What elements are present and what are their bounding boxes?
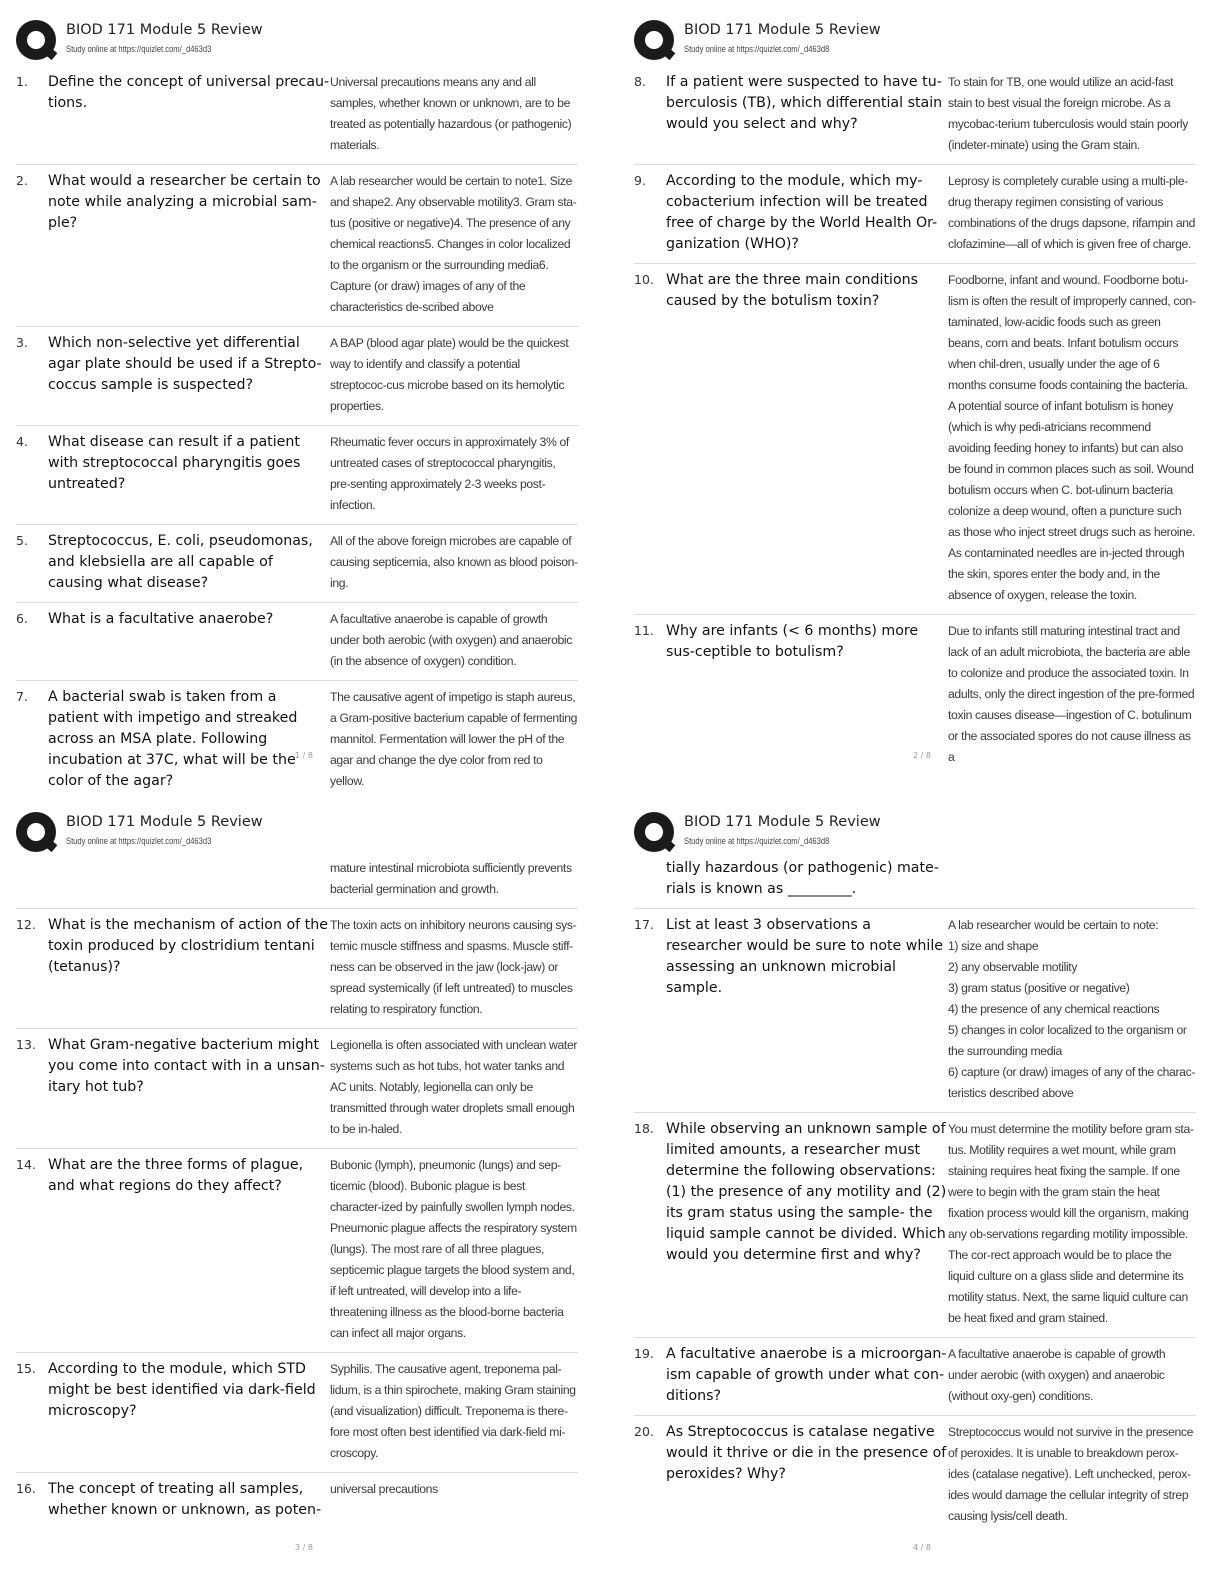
card-definition: You must determine the motility before gram sta-tus. Motility requires a wet mount, while gram staining requires heat fixing the sample. If one were to begin with the gram stain the heat fixation process would kill the organism, making any ob-servations regarding motility impossible. The cor-rect approach would be to place the liquid culture on a glass slide and determine its motility status. Next, the same liquid culture can be heat fixed and gram stained. [948, 1122, 1194, 1325]
card-term: A facultative anaerobe is a microorgan-ism capable of growth under what con-ditions? [666, 1346, 947, 1404]
flashcard-row [16, 681, 578, 788]
flashcard-list [634, 66, 1196, 776]
card-term: Streptococcus, E. coli, pseudomonas, and klebsiella are all capable of causing what disease? [48, 533, 313, 591]
page-header [634, 808, 1194, 854]
flashcard-row [16, 1473, 578, 1529]
page-4 [628, 804, 1216, 1580]
card-term: What Gram-negative bacterium might you come into contact with in a unsan-itary hot tub? [48, 1037, 325, 1095]
card-number: 9. [634, 173, 646, 188]
card-term: What is a facultative anaerobe? [48, 611, 274, 627]
card-term: As Streptococcus is catalase negative would it thrive or die in the presence of peroxides? Why? [666, 1424, 947, 1482]
card-term: Define the concept of universal precau-tions. [48, 74, 330, 111]
card-definition: A BAP (blood agar plate) would be the quickest way to identify and classify a potential streptococ-cus microbe based on its hemolytic properties. [330, 336, 569, 413]
flashcard-row [16, 1353, 578, 1473]
card-term: A bacterial swab is taken from a patient with impetigo and streaked across an MSA plate. Following incubation at 37C, what will be the color of the agar? [48, 689, 298, 788]
card-number: 5. [16, 533, 28, 548]
study-online-link[interactable]: Study online at https://quizlet.com/_d463d8 [684, 44, 830, 55]
flashcard-row [16, 426, 578, 525]
card-definition: The toxin acts on inhibitory neurons causing sys-temic muscle stiffness and spasms. Muscle stiff-ness can be observed in the jaw (lock-jaw) or spread systemically (if left untreated) to muscles relating to respiratory function. [330, 918, 577, 1016]
set-title: BIOD 171 Module 5 Review [684, 814, 881, 830]
page-number: 3 / 8 [295, 1543, 313, 1552]
page-1 [10, 12, 598, 788]
flashcard-row [634, 1338, 1196, 1416]
card-number: 1. [16, 74, 28, 89]
card-number: 14. [16, 1157, 36, 1172]
card-number: 12. [16, 917, 36, 932]
card-number [16, 858, 48, 900]
card-term: While observing an unknown sample of limited amounts, a researcher must determine the following observations: (1) the presence of any motility and (2) its gram status using the sample- the liquid sample cannot be divided. Which would you determine first and why? [666, 1121, 947, 1263]
page-header [16, 16, 576, 62]
card-number: 15. [16, 1361, 36, 1376]
page-2 [628, 12, 1216, 788]
card-term: According to the module, which STD might be best identified via dark-field microscopy? [48, 1361, 316, 1419]
flashcard-row [16, 327, 578, 426]
card-definition: A lab researcher would be certain to note: 1) size and shape 2) any observable motility 3) gram status (positive or negative) 4) the presence of any chemical reactions 5) changes in color localized to the organism or the surrounding media 6) capture (or draw) images of any of the charac-teristics described above [948, 918, 1196, 1100]
card-definition: universal precautions [330, 1482, 438, 1496]
flashcard-row [16, 66, 578, 165]
card-definition: Leprosy is completely curable using a multi-ple-drug therapy regimen consisting of various combinations of the drugs dapsone, rifampin and clofazimine—all of which is given free of charge. [948, 174, 1196, 251]
flashcard-row [634, 1416, 1196, 1535]
flashcard-row [16, 603, 578, 681]
card-definition: A lab researcher would be certain to note1. Size and shape2. Any observable motility3. Gram sta-tus (positive or negative)4. The presence of any chemical reactions5. Changes in color localized to the organism or the surrounding media6. Capture (or draw) images of any of the characteristics de-scribed above [330, 174, 577, 314]
card-number [634, 858, 666, 900]
flashcard-row [16, 1149, 578, 1353]
card-number: 2. [16, 173, 28, 188]
flashcard-row [634, 264, 1196, 615]
flashcard-row [634, 852, 1196, 909]
card-term: What would a researcher be certain to note while analyzing a microbial sam-ple? [48, 173, 321, 231]
page-number: 1 / 8 [295, 751, 313, 760]
card-term: What are the three forms of plague, and what regions do they affect? [48, 1157, 304, 1194]
set-title: BIOD 171 Module 5 Review [66, 814, 263, 830]
study-online-link[interactable]: Study online at https://quizlet.com/_d463d3 [66, 44, 212, 55]
flashcard-row [634, 1113, 1196, 1338]
card-definition: Rheumatic fever occurs in approximately 3% of untreated cases of streptococcal pharyngitis, pre-senting approximately 2-3 weeks post-infection. [330, 435, 569, 512]
page-header [16, 808, 576, 854]
card-definition: Syphilis. The causative agent, treponema pal-lidum, is a thin spirochete, making Gram staining (and visualization) difficult. Treponema is there-fore most often best identified via dark-field mi-croscopy. [330, 1362, 576, 1460]
card-definition: All of the above foreign microbes are capable of causing septicemia, also known as blood poison-ing. [330, 534, 578, 590]
quizlet-logo-icon [16, 812, 56, 852]
page-number: 4 / 8 [913, 1543, 931, 1552]
card-term [48, 858, 330, 900]
card-number: 10. [634, 272, 654, 287]
card-definition: Universal precautions means any and all samples, whether known or unknown, are to be treated as potentially hazardous (or pathogenic) materials. [330, 75, 572, 152]
flashcard-row [16, 852, 578, 909]
flashcard-row [634, 66, 1196, 165]
card-definition: Legionella is often associated with unclean water systems such as hot tubs, hot water tanks and AC units. Notably, legionella can only be transmitted through water droplets small enough to be in-haled. [330, 1038, 578, 1136]
card-number: 4. [16, 434, 28, 449]
page-header [634, 16, 1194, 62]
card-term: According to the module, which my-cobacterium infection will be treated free of charge by the World Health Or-ganization (WHO)? [666, 173, 938, 252]
card-number: 11. [634, 623, 654, 638]
card-definition: Bubonic (lymph), pneumonic (lungs) and sep-ticemic (blood). Bubonic plague is best character-ized by painfully swollen lymph nodes. Pneumonic plague affects the respiratory system (lungs). The most rare of all three plagues, septicemic plague targets the blood system and, if left untreated, will develop into a life-threatening illness as the blood-borne bacteria can infect all major organs. [330, 1158, 577, 1340]
card-number: 16. [16, 1481, 36, 1496]
page-number: 2 / 8 [913, 751, 931, 760]
card-number: 17. [634, 917, 654, 932]
card-term: tially hazardous (or pathogenic) mate-rials is known as _________. [666, 860, 939, 897]
flashcard-row [634, 909, 1196, 1113]
card-term: List at least 3 observations a researcher would be sure to note while assessing an unknown microbial sample. [666, 917, 944, 996]
flashcard-row [16, 909, 578, 1029]
card-definition: Foodborne, infant and wound. Foodborne botu-lism is often the result of improperly canned, con-taminated, low-acidic foods such as green beans, corn and beats. Infant botulism occurs when chil-dren, usually under the age of 6 months consume foods containing the bacteria. A potential source of infant botulism is honey (which is why pedi-atricians recommend avoiding feeding honey to infants) but can also be found in common places such as soil. Wound botulism occurs when C. bot-ulinum bacteria colonize a deep wound, often a puncture such as those who inject street drugs such as heroine. As contaminated needles are in-jected through the skin, spores enter the body and, in the absence of oxygen, release the toxin. [948, 273, 1196, 602]
card-term: If a patient were suspected to have tu-berculosis (TB), which differential stain would you select and why? [666, 74, 943, 132]
quizlet-logo-icon [16, 20, 56, 60]
study-online-link[interactable]: Study online at https://quizlet.com/_d463d8 [684, 836, 830, 847]
card-number: 7. [16, 689, 28, 704]
card-term: Why are infants (< 6 months) more sus-ceptible to botulism? [666, 623, 919, 660]
card-term: What are the three main conditions caused by the botulism toxin? [666, 272, 919, 309]
study-online-link[interactable]: Study online at https://quizlet.com/_d463d3 [66, 836, 212, 847]
flashcard-row [634, 165, 1196, 264]
card-definition: A facultative anaerobe is capable of growth under aerobic (with oxygen) and anaerobic (without oxy-gen) conditions. [948, 1347, 1166, 1403]
flashcard-row [16, 1029, 578, 1149]
quizlet-logo-icon [634, 20, 674, 60]
quizlet-logo-icon [634, 812, 674, 852]
card-definition: A facultative anaerobe is capable of growth under both aerobic (with oxygen) and anaerobic (in the absence of oxygen) condition. [330, 612, 573, 668]
card-number: 3. [16, 335, 28, 350]
flashcard-row [16, 165, 578, 327]
card-term: The concept of treating all samples, whether known or unknown, as poten- [48, 1481, 322, 1518]
card-number: 8. [634, 74, 646, 89]
set-title: BIOD 171 Module 5 Review [684, 22, 881, 38]
card-definition: Due to infants still maturing intestinal tract and lack of an adult microbiota, the bacteria are able to colonize and produce the associated toxin. In adults, only the direct ingestion of the pre-formed toxin causes disease—ingestion of C. botulinum or the associated spores do not cause illness as a [948, 624, 1195, 764]
card-definition: The causative agent of impetigo is staph aureus, a Gram-positive bacterium capable of fermenting mannitol. Fermentation will lower the pH of the agar and change the dye color from red to yellow. [330, 690, 578, 788]
flashcard-list [634, 852, 1196, 1535]
card-term: Which non-selective yet differential agar plate should be used if a Strepto-coccus sample is suspected? [48, 335, 322, 393]
card-number: 6. [16, 611, 28, 626]
card-number: 13. [16, 1037, 36, 1052]
card-term: What disease can result if a patient with streptococcal pharyngitis goes untreated? [48, 434, 301, 492]
flashcard-list [16, 66, 578, 788]
card-number: 20. [634, 1424, 654, 1439]
card-term: What is the mechanism of action of the toxin produced by clostridium tentani (tetanus)? [48, 917, 328, 975]
flashcard-row [16, 525, 578, 603]
card-definition: To stain for TB, one would utilize an acid-fast stain to best visual the foreign microbe. As a mycobac-terium tuberculosis would stain poorly (indeter-minate) using the Gram stain. [948, 75, 1188, 152]
card-definition [948, 858, 1196, 900]
card-definition: mature intestinal microbiota sufficiently prevents bacterial germination and growth. [330, 861, 572, 896]
card-number: 19. [634, 1346, 654, 1361]
set-title: BIOD 171 Module 5 Review [66, 22, 263, 38]
page-3 [10, 804, 598, 1580]
card-number: 18. [634, 1121, 654, 1136]
flashcard-list [16, 852, 578, 1529]
card-definition: Streptococcus would not survive in the presence of peroxides. It is unable to breakdown perox-ides (catalase negative). Left unchecked, perox-ides would damage the cellular integrity of strep causing lysis/cell death. [948, 1425, 1194, 1523]
